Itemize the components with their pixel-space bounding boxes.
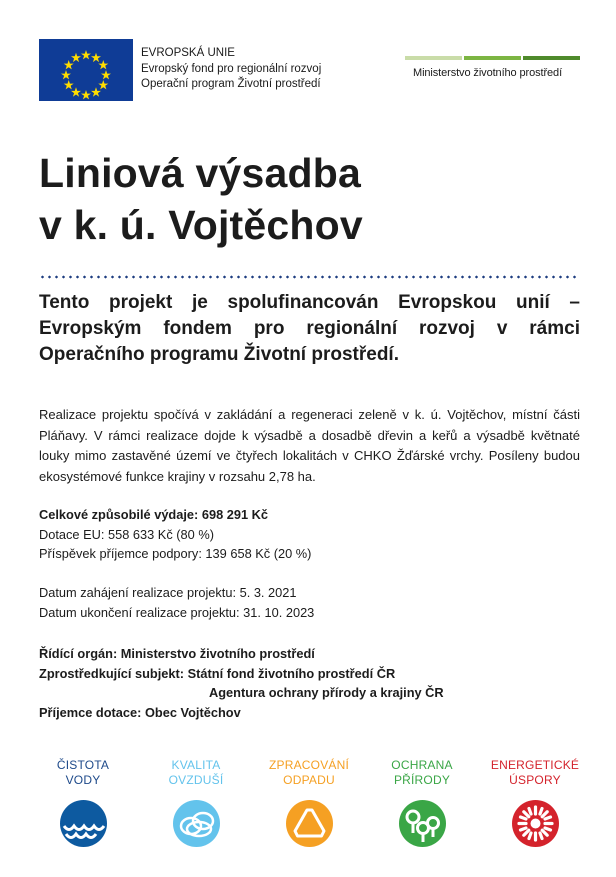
page-title <box>39 147 363 251</box>
eu-logo-line-3: Operační program Životní prostředí <box>141 78 321 90</box>
topic-label-line-2: OVZDUŠÍ <box>168 773 224 787</box>
topic-label-line-1: ZPRACOVÁNÍ <box>268 758 349 772</box>
clouds-icon <box>173 800 220 847</box>
topic-label-line-2: ÚSPORY <box>509 773 561 787</box>
eu-logo-line-1: EVROPSKÁ UNIE <box>141 47 235 59</box>
topic-label-line-1: OCHRANA <box>391 758 453 772</box>
page-title-line-1: Liniová výsadba <box>39 150 362 196</box>
cofinancing-statement: Tento projekt je spolufinancován Evropskou unií – Evropským fondem pro regionální rozvoj v rámci Operačního programu Životní prostředí. <box>39 292 580 365</box>
project-description: Realizace projektu spočívá v zakládání a regeneraci zeleně v k. ú. Vojtěchov, místní části Pláňavy. V rámci realizace dojde k výsadbě a dosadbě dřevin a keřů a výsadbě květnaté louky mimo zastavěné území ve čtyřech lokalitách v CHKO Žďárské vrchy. Posíleny budou ekosystémové funkce krajiny v rozsahu 2,78 ha. <box>39 407 580 484</box>
ministry-bar-dark <box>523 56 580 60</box>
topic-waste-processing <box>254 758 364 847</box>
topic-label-line-1: KVALITA <box>171 758 221 772</box>
topic-air-quality <box>141 758 251 847</box>
water-waves-icon <box>60 800 107 847</box>
topic-label <box>28 758 138 790</box>
ministry-bar-mid <box>464 56 521 60</box>
eu-stars-icon <box>39 39 133 101</box>
beneficiary-contribution: Příspěvek příjemce podpory: 139 658 Kč (20 %) <box>39 546 312 561</box>
intermediate-body-2: Agentura ochrany přírody a krajiny ČR <box>209 685 444 700</box>
ministry-bar-light <box>405 56 462 60</box>
topic-label-line-2: VODY <box>65 773 101 787</box>
managing-authority: Řídící orgán: Ministerstvo životního prostředí <box>39 646 315 661</box>
topic-label <box>367 758 477 790</box>
total-eligible-costs: Celkové způsobilé výdaje: 698 291 Kč <box>39 507 269 522</box>
intermediate-body: Zprostředkující subjekt: Státní fond životního prostředí ČR <box>39 665 396 681</box>
cost-summary <box>39 505 311 564</box>
eu-logo-text <box>141 46 321 93</box>
end-date: Datum ukončení realizace projektu: 31. 10. 2023 <box>39 604 315 620</box>
topic-label <box>141 758 251 790</box>
eu-logo-line-2: Evropský fond pro regionální rozvoj <box>141 62 322 75</box>
page-title-line-2: v k. ú. Vojtěchov <box>39 202 363 248</box>
eu-subsidy: Dotace EU: 558 633 Kč (80 %) <box>39 526 214 542</box>
topic-label-line-2: ODPADU <box>283 773 335 787</box>
eu-flag-icon <box>39 39 133 101</box>
topic-label-line-2: PŘÍRODY <box>393 773 451 787</box>
trees-icon <box>399 800 446 847</box>
topic-nature-protection <box>367 758 477 847</box>
topic-label-line-1: ENERGETICKÉ <box>490 758 580 772</box>
topic-label <box>480 758 590 790</box>
start-date: Datum zahájení realizace projektu: 5. 3. 2021 <box>39 585 297 600</box>
topic-label <box>254 758 364 790</box>
sun-icon <box>512 800 559 847</box>
ministry-logo-bars <box>405 56 580 60</box>
recycle-triangle-icon <box>286 800 333 847</box>
dotted-divider <box>39 275 579 279</box>
ministry-logo-label: Ministerstvo životního prostředí <box>413 67 563 79</box>
topic-label-line-1: ČISTOTA <box>56 758 110 772</box>
organizations <box>39 644 444 722</box>
project-dates <box>39 583 314 622</box>
topic-energy-savings <box>480 758 590 847</box>
beneficiary: Příjemce dotace: Obec Vojtěchov <box>39 704 241 720</box>
topic-water-purity <box>28 758 138 847</box>
